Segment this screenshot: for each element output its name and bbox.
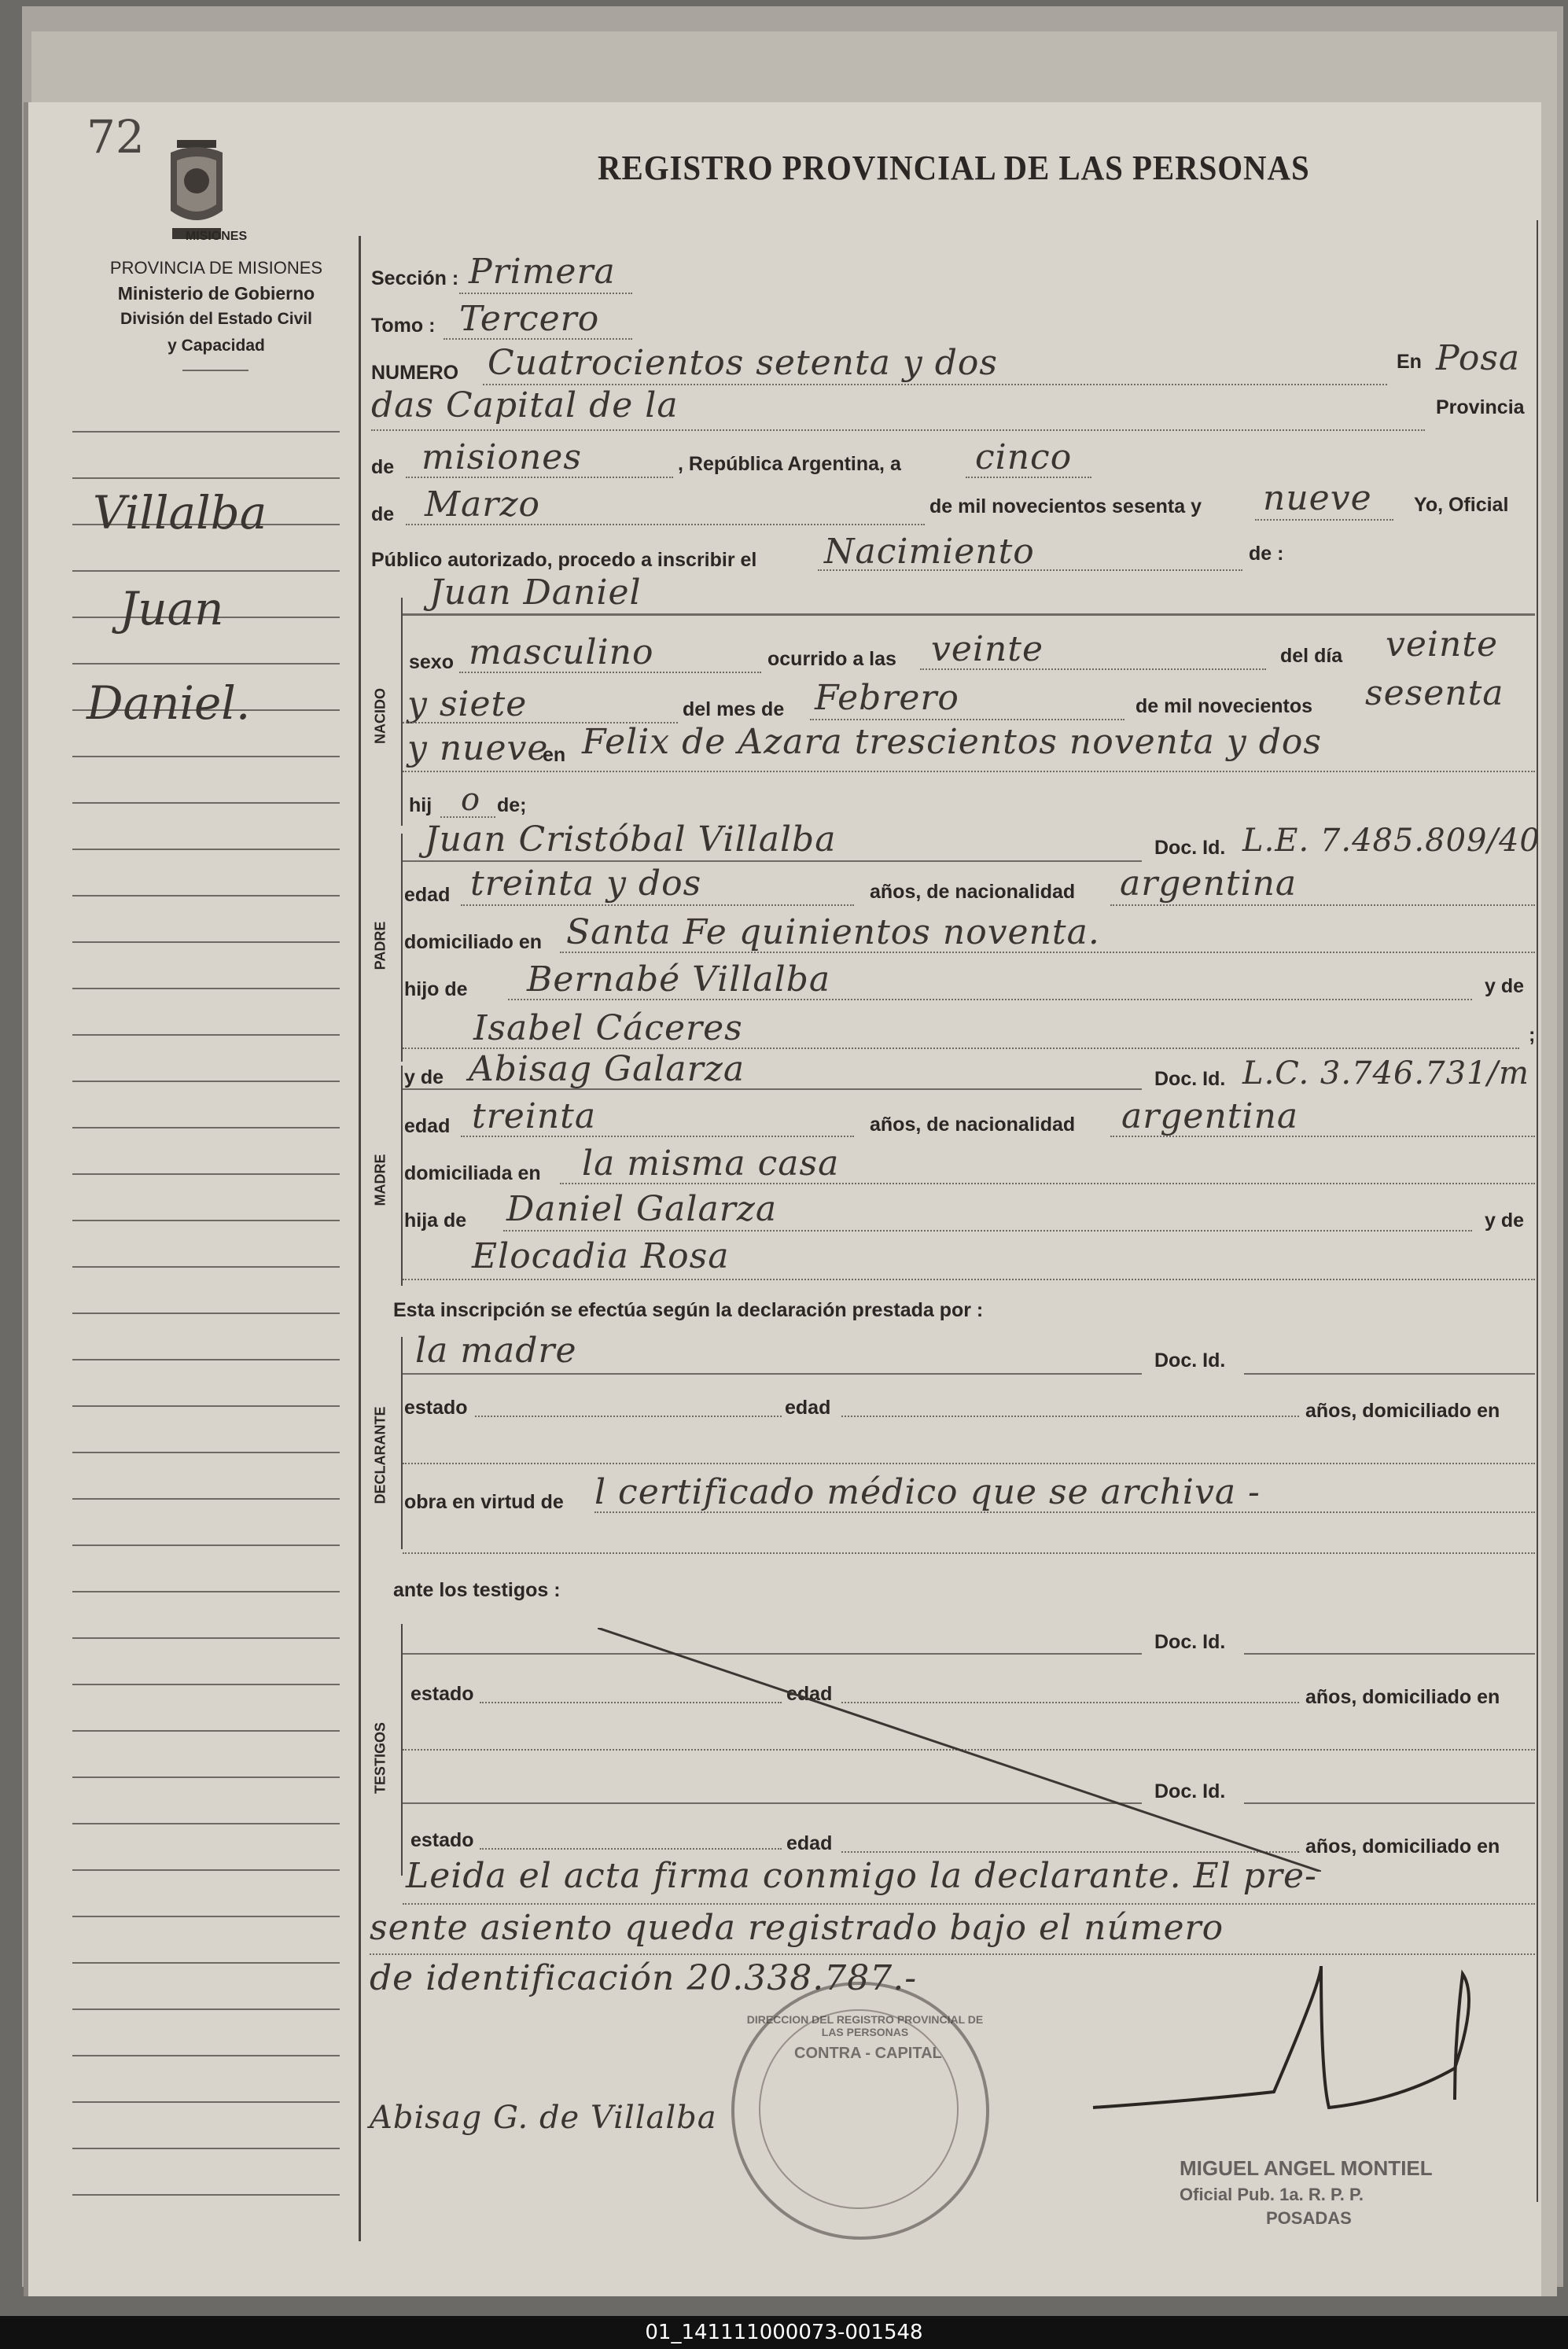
- rule-hora: [920, 668, 1266, 670]
- value-tomo: Tercero: [459, 299, 600, 339]
- value-obra: l certificado médico que se archiva -: [594, 1472, 1261, 1512]
- declarante-rule: [401, 1337, 403, 1549]
- value-madre: Abisag Galarza: [469, 1049, 745, 1089]
- image-id-bar: 01_141111000073-001548: [0, 2316, 1568, 2349]
- rule-sexo: [459, 672, 761, 673]
- right-border-rule: [1537, 220, 1538, 2202]
- label-de-provincia: de: [371, 456, 395, 478]
- margin-rule: [72, 1313, 340, 1314]
- margin-rule: [72, 1916, 340, 1917]
- label-ante-testigos: ante los testigos :: [393, 1579, 561, 1601]
- label-edad-declarante: edad: [785, 1397, 831, 1419]
- label-del-dia: del día: [1280, 645, 1343, 667]
- section-label-declarante: DECLARANTE: [372, 1406, 388, 1504]
- seal-label: MISIONES: [185, 230, 248, 243]
- label-y-de-madre: y de: [404, 1066, 444, 1088]
- margin-rule: [72, 1684, 340, 1685]
- rule-madre-y-de: [403, 1279, 1535, 1280]
- value-mes: Febrero: [815, 678, 959, 718]
- rule-anio-acta: [1255, 519, 1393, 521]
- rule-mes: [810, 719, 1124, 720]
- margin-rule: [72, 941, 340, 943]
- margin-rule: [72, 895, 340, 897]
- label-anos-dom-testigo-2: años, domiciliado en: [1305, 1835, 1500, 1857]
- rule-declarante: [403, 1373, 1142, 1375]
- value-dia-acta: cinco: [975, 437, 1073, 477]
- value-dia: veinte: [1386, 624, 1499, 665]
- value-madre-edad: treinta: [472, 1096, 597, 1136]
- label-numero: NUMERO: [371, 362, 459, 384]
- value-padre-edad: treinta y dos: [470, 863, 702, 904]
- label-doc-madre: Doc. Id.: [1154, 1068, 1226, 1090]
- rule-dom-declarante: [403, 1463, 1535, 1464]
- margin-rule: [72, 802, 340, 804]
- value-padre-nac: argentina: [1120, 863, 1297, 904]
- label-de-mil-2: de mil novecientos: [1136, 695, 1313, 717]
- margin-rule: [72, 2148, 340, 2149]
- value-padre: Juan Cristóbal Villalba: [425, 819, 837, 860]
- label-estado-declarante: estado: [404, 1397, 468, 1419]
- label-hij: hij: [409, 794, 432, 816]
- margin-rule: [72, 431, 340, 433]
- label-edad-padre: edad: [404, 884, 451, 906]
- margin-rule: [72, 988, 340, 989]
- label-ocurrido: ocurrido a las: [767, 648, 896, 670]
- label-nac-padre: años, de nacionalidad: [870, 881, 1076, 903]
- margin-rule: [72, 1637, 340, 1639]
- rule-nota-1: [403, 1903, 1535, 1905]
- value-anio-acta: nueve: [1263, 478, 1372, 518]
- rule-obra: [594, 1511, 1535, 1513]
- label-semicolon: ;: [1529, 1024, 1536, 1046]
- margin-rule: [72, 1591, 340, 1592]
- cancellation-line: [598, 1628, 1321, 1872]
- rule-padre-edad: [461, 904, 854, 906]
- rule-hijo-letra: [440, 816, 495, 818]
- value-seccion: Primera: [469, 252, 616, 292]
- value-sexo: masculino: [469, 632, 654, 672]
- nacido-rule: [401, 598, 403, 826]
- rule-padre-nac: [1110, 904, 1535, 906]
- signature-declarante: Abisag G. de Villalba: [370, 2100, 717, 2136]
- margin-rule: [72, 1081, 340, 1082]
- margin-rule: [72, 1823, 340, 1824]
- margin-rule: [72, 849, 340, 850]
- rule-estado-declarante: [475, 1416, 782, 1417]
- margin-rule: [72, 756, 340, 757]
- label-yo-oficial: Yo, Oficial: [1414, 494, 1509, 516]
- rule-lugar: [371, 429, 1425, 431]
- main-vertical-rule: [359, 236, 361, 2241]
- label-en: En: [1397, 351, 1422, 373]
- margin-rule: [72, 1962, 340, 1964]
- label-publico: Público autorizado, procedo a inscribir el: [371, 549, 757, 571]
- rule-tomo: [444, 338, 632, 340]
- margin-rule: [72, 1220, 340, 1221]
- value-anio-cont: y nueve: [407, 728, 549, 768]
- value-padre-y-de: Isabel Cáceres: [473, 1008, 743, 1048]
- label-hija-de: hija de: [404, 1209, 467, 1232]
- margin-rule: [72, 2101, 340, 2103]
- label-doc-testigo-2: Doc. Id.: [1154, 1780, 1226, 1802]
- label-nac-madre: años, de nacionalidad: [870, 1114, 1076, 1136]
- value-madre-hija-de: Daniel Galarza: [506, 1189, 778, 1229]
- label-seccion: Sección :: [371, 267, 459, 289]
- margin-rule: [72, 570, 340, 572]
- rule-doc-declarante: [1244, 1373, 1535, 1375]
- rule-acto: [818, 569, 1242, 571]
- label-doc-testigo-1: Doc. Id.: [1154, 1631, 1226, 1653]
- value-nota-2: sente asiento queda registrado bajo el número: [370, 1908, 1224, 1948]
- madre-rule: [401, 1066, 403, 1286]
- header-division: División del Estado Civil: [120, 310, 312, 328]
- margin-rule: [72, 1545, 340, 1546]
- value-hora: veinte: [931, 629, 1044, 669]
- label-doc-declarante: Doc. Id.: [1154, 1349, 1226, 1371]
- margin-rule: [72, 2008, 340, 2010]
- value-madre-dom: la misma casa: [582, 1143, 840, 1184]
- rule-madre-hija-de: [503, 1230, 1472, 1232]
- page-number: 72: [86, 110, 145, 164]
- value-nota-3: de identificación 20.338.787.-: [370, 1958, 918, 1998]
- value-nombre: Juan Daniel: [429, 573, 642, 613]
- value-en: Posa: [1436, 338, 1521, 378]
- header-capacidad: y Capacidad: [167, 337, 265, 355]
- registry-stamp-inner: [759, 2009, 959, 2209]
- label-del-mes: del mes de: [683, 698, 785, 720]
- value-anio: sesenta: [1365, 673, 1504, 713]
- margin-rule: [72, 1869, 340, 1871]
- stamp-center-text: CONTRA - CAPITAL: [794, 2045, 942, 2062]
- section-label-nacido: NACIDO: [372, 688, 388, 744]
- official-city: POSADAS: [1266, 2208, 1352, 2228]
- margin-rule: [72, 477, 340, 479]
- value-lugar: Felix de Azara trescientos noventa y dos: [582, 722, 1322, 762]
- value-hijo-letra: o: [461, 782, 481, 818]
- label-de-colon: de :: [1249, 543, 1284, 565]
- margin-rule: [72, 1730, 340, 1732]
- stamp-ring-text: DIRECCION DEL REGISTRO PROVINCIAL DE LAS PERSONAS: [746, 2013, 984, 2038]
- value-lugar-cont: das Capital de la: [371, 385, 679, 425]
- value-padre-dom: Santa Fe quinientos noventa.: [566, 912, 1100, 952]
- value-nota-1: Leida el acta firma conmigo la declarante. El pre-: [406, 1856, 1317, 1896]
- section-label-padre: PADRE: [372, 921, 388, 970]
- header-ministry: Ministerio de Gobierno: [117, 283, 315, 304]
- rule-padre: [403, 860, 1142, 862]
- rule-mes-acta: [406, 524, 925, 525]
- value-acto: Nacimiento: [824, 532, 1035, 572]
- label-edad-madre: edad: [404, 1115, 451, 1137]
- label-provincia: Provincia: [1436, 396, 1525, 418]
- value-provincia: misiones: [421, 437, 582, 477]
- rule-obra-2: [403, 1552, 1535, 1554]
- official-title: Oficial Pub. 1a. R. P. P.: [1180, 2185, 1364, 2204]
- label-republica: , República Argentina, a: [678, 453, 901, 475]
- margin-rule: [72, 2055, 340, 2056]
- rule-seccion: [459, 293, 632, 294]
- margin-rule: [72, 1127, 340, 1128]
- value-padre-hijo-de: Bernabé Villalba: [527, 959, 831, 1000]
- label-dom-madre: domiciliada en: [404, 1162, 541, 1184]
- label-estado-testigo-1: estado: [410, 1683, 474, 1705]
- rule-nombre: [403, 613, 1535, 616]
- margin-second-name: Daniel.: [86, 676, 251, 730]
- margin-rule: [72, 1776, 340, 1778]
- label-anos-dom-declarante: años, domiciliado en: [1305, 1400, 1500, 1422]
- rule-madre-edad: [461, 1136, 854, 1137]
- value-madre-doc: L.C. 3.746.731/m: [1242, 1055, 1529, 1092]
- value-dia-cont: y siete: [407, 684, 528, 724]
- label-sexo: sexo: [409, 651, 454, 673]
- label-obra: obra en virtud de: [404, 1491, 564, 1513]
- margin-rule: [72, 1266, 340, 1268]
- padre-rule: [401, 834, 403, 1062]
- label-de-mes: de: [371, 503, 395, 525]
- label-edad-testigo-2: edad: [786, 1832, 833, 1854]
- margin-rule: [72, 1034, 340, 1036]
- rule-edad-declarante: [841, 1416, 1299, 1417]
- margin-rule: [72, 1498, 340, 1500]
- margin-rule: [72, 1405, 340, 1407]
- rule-provincia: [406, 477, 673, 478]
- rule-padre-hijo-de: [508, 999, 1472, 1000]
- rule-padre-dom: [560, 952, 1535, 953]
- label-doc-padre: Doc. Id.: [1154, 837, 1226, 859]
- header-rule: [182, 370, 248, 371]
- rule-madre: [403, 1088, 1142, 1090]
- label-y-de-padre: y de: [1485, 975, 1525, 997]
- value-padre-doc: L.E. 7.485.809/40: [1242, 823, 1540, 859]
- label-hijo-de: hijo de: [404, 978, 468, 1000]
- margin-rule: [72, 1452, 340, 1453]
- margin-rule: [72, 663, 340, 665]
- label-dom-padre: domiciliado en: [404, 931, 543, 953]
- margin-surname: Villalba: [93, 486, 267, 539]
- label-esta-inscripcion: Esta inscripción se efectúa según la declaración prestada por :: [393, 1299, 984, 1321]
- label-de-mil: de mil novecientos sesenta y: [929, 495, 1202, 517]
- value-declarante: la madre: [415, 1331, 577, 1371]
- label-de-semicolon: de;: [497, 794, 527, 816]
- margin-rule: [72, 2194, 340, 2196]
- section-label-testigos: TESTIGOS: [372, 1722, 388, 1795]
- header-province: PROVINCIA DE MISIONES: [109, 258, 323, 278]
- label-en-lugar: en: [543, 744, 566, 766]
- value-madre-nac: argentina: [1121, 1096, 1299, 1136]
- value-numero: Cuatrocientos setenta y dos: [488, 343, 998, 383]
- value-mes-acta: Marzo: [425, 484, 540, 525]
- margin-rule: [72, 1173, 340, 1175]
- value-madre-y-de: Elocadia Rosa: [472, 1236, 730, 1276]
- margin-rule: [72, 1359, 340, 1360]
- margin-first-name: Juan: [120, 582, 224, 635]
- rule-madre-nac: [1110, 1136, 1535, 1137]
- official-name: MIGUEL ANGEL MONTIEL: [1180, 2156, 1433, 2180]
- section-label-madre: MADRE: [372, 1154, 388, 1206]
- rule-madre-dom: [560, 1183, 1535, 1184]
- label-anos-dom-testigo-1: años, domiciliado en: [1305, 1686, 1500, 1708]
- label-edad-testigo-1: edad: [786, 1683, 833, 1705]
- label-tomo: Tomo :: [371, 315, 436, 337]
- rule-lugar-nac: [403, 771, 1535, 772]
- official-signature-icon: [1085, 1950, 1510, 2139]
- page-title: REGISTRO PROVINCIAL DE LAS PERSONAS: [598, 149, 1310, 187]
- label-y-de-madre-2: y de: [1485, 1209, 1525, 1232]
- label-estado-testigo-2: estado: [410, 1829, 474, 1851]
- rule-dia-acta: [966, 477, 1091, 478]
